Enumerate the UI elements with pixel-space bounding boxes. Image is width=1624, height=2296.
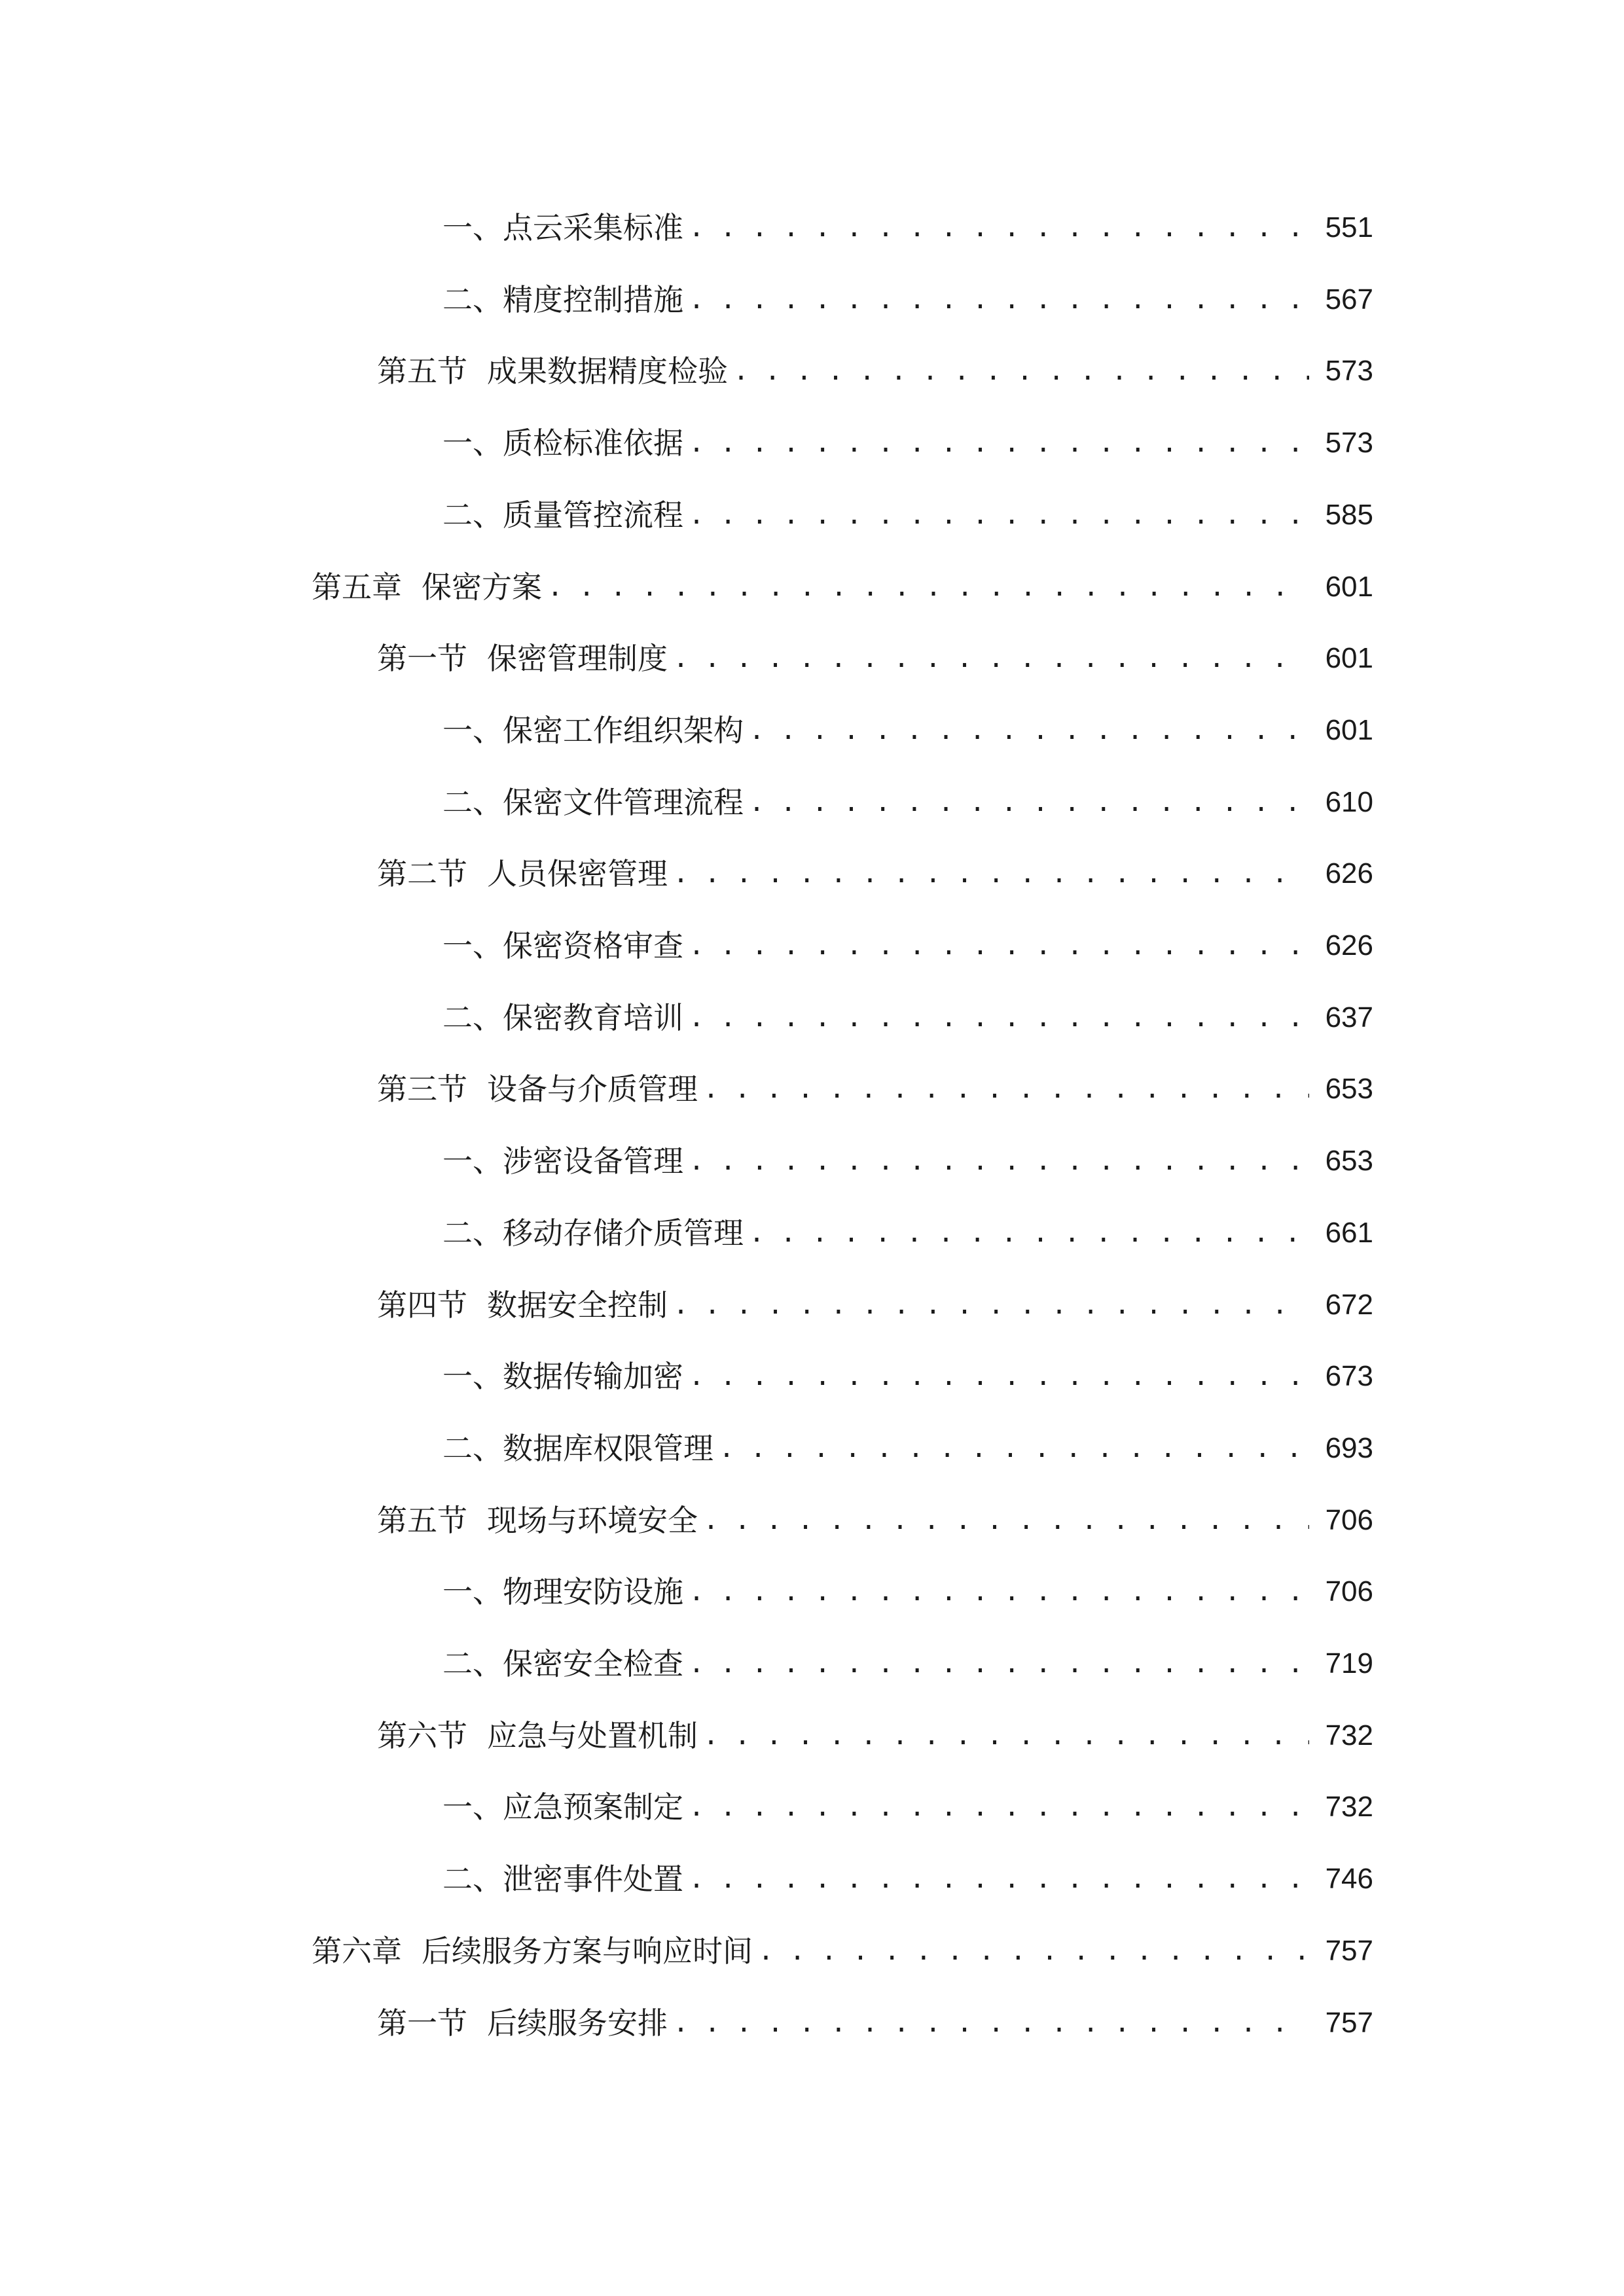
toc-entry[interactable] <box>0 407 1624 479</box>
toc-entry-page-number: 706 <box>1325 1575 1373 1607</box>
toc-entry-title: 保密资格审查 <box>503 928 683 963</box>
toc-entry[interactable] <box>0 479 1624 551</box>
toc-entry-title: 后续服务安排 <box>487 2005 668 2041</box>
toc-entry-page-number: 653 <box>1325 1073 1373 1105</box>
toc-entry-page-number: 551 <box>1325 211 1373 243</box>
toc-entry-page-number: 637 <box>1325 1001 1373 1033</box>
toc-entry-title: 质检标准依据 <box>503 425 683 461</box>
dot-leader <box>703 1700 1309 1772</box>
toc-entry-title: 数据库权限管理 <box>503 1431 713 1466</box>
toc-entry[interactable] <box>0 1987 1624 2059</box>
dot-leader <box>749 694 1309 766</box>
toc-entry-title: 质量管控流程 <box>503 497 683 533</box>
toc-entry-page-number: 746 <box>1325 1863 1373 1895</box>
toc-entry-number: 一、 <box>442 1574 503 1609</box>
toc-entry[interactable] <box>0 335 1624 407</box>
dot-leader <box>689 1771 1309 1843</box>
toc-entry-page-number: 601 <box>1325 571 1373 603</box>
toc-entry[interactable] <box>0 1915 1624 1987</box>
toc-entry[interactable] <box>0 1125 1624 1197</box>
toc-entry-page-number: 653 <box>1325 1145 1373 1177</box>
dot-leader <box>673 622 1309 694</box>
toc-entry-number: 一、 <box>442 425 503 461</box>
toc-entry-number: 二、 <box>442 785 503 820</box>
toc-entry-page-number: 573 <box>1325 355 1373 387</box>
dot-leader <box>689 407 1309 479</box>
toc-entry-title: 保密教育培训 <box>503 1000 683 1035</box>
dot-leader <box>689 1340 1309 1412</box>
toc-entry-title: 后续服务方案与响应时间 <box>422 1933 753 1969</box>
toc-entry[interactable] <box>0 264 1624 336</box>
toc-entry-page-number: 732 <box>1325 1791 1373 1823</box>
toc-entry-title: 保密方案 <box>422 569 542 605</box>
toc-entry[interactable] <box>0 694 1624 766</box>
toc-entry-page-number: 693 <box>1325 1432 1373 1464</box>
toc-entry[interactable] <box>0 622 1624 694</box>
toc-entry[interactable] <box>0 1412 1624 1484</box>
dot-leader <box>758 1915 1309 1987</box>
toc-entry-title: 应急预案制定 <box>503 1789 683 1825</box>
toc-entry-number: 一、 <box>442 713 503 748</box>
toc-entry-number: 一、 <box>442 1143 503 1179</box>
dot-leader <box>547 551 1309 623</box>
toc-entry-number: 第五节 <box>377 1503 467 1538</box>
toc-entry[interactable] <box>0 1700 1624 1772</box>
toc-entry-number: 二、 <box>442 1861 503 1897</box>
dot-leader <box>689 264 1309 336</box>
dot-leader <box>689 982 1309 1054</box>
toc-entry[interactable] <box>0 910 1624 982</box>
toc-entry-title: 成果数据精度检验 <box>487 353 728 389</box>
dot-leader <box>719 1412 1309 1484</box>
toc-entry-page-number: 673 <box>1325 1360 1373 1392</box>
dot-leader <box>703 1053 1309 1125</box>
dot-leader <box>733 335 1309 407</box>
toc-entry-number: 第五节 <box>377 353 467 389</box>
dot-leader <box>689 192 1309 264</box>
toc-entry-number: 第二节 <box>377 856 467 891</box>
dot-leader <box>673 1987 1309 2059</box>
toc-entry[interactable] <box>0 1053 1624 1125</box>
toc-entry-title: 点云采集标准 <box>503 210 683 245</box>
dot-leader <box>689 910 1309 982</box>
toc-entry-page-number: 757 <box>1325 1935 1373 1967</box>
dot-leader <box>749 766 1309 838</box>
toc-entry-page-number: 672 <box>1325 1289 1373 1321</box>
toc-entry-page-number: 732 <box>1325 1719 1373 1751</box>
toc-entry-number: 第四节 <box>377 1287 467 1323</box>
toc-entry-title: 应急与处置机制 <box>487 1718 698 1753</box>
toc-entry-title: 保密管理制度 <box>487 641 668 676</box>
toc-entry-title: 涉密设备管理 <box>503 1143 683 1179</box>
toc-entry-number: 二、 <box>442 1646 503 1681</box>
toc-entry-title: 泄密事件处置 <box>503 1861 683 1897</box>
dot-leader <box>689 479 1309 551</box>
toc-entry-number: 一、 <box>442 210 503 245</box>
toc-entry-title: 物理安防设施 <box>503 1574 683 1609</box>
toc-entry-title: 数据安全控制 <box>487 1287 668 1323</box>
toc-entry-page-number: 610 <box>1325 786 1373 818</box>
dot-leader <box>689 1628 1309 1700</box>
toc-entry-number: 第一节 <box>377 2005 467 2041</box>
toc-entry-title: 保密安全检查 <box>503 1646 683 1681</box>
toc-entry-page-number: 601 <box>1325 642 1373 674</box>
toc-entry[interactable] <box>0 982 1624 1054</box>
toc-entry-number: 二、 <box>442 497 503 533</box>
toc-entry[interactable] <box>0 192 1624 264</box>
toc-entry-page-number: 573 <box>1325 427 1373 459</box>
toc-entry[interactable] <box>0 1771 1624 1843</box>
toc-entry-number: 第三节 <box>377 1071 467 1107</box>
dot-leader <box>689 1843 1309 1915</box>
dot-leader <box>673 1269 1309 1341</box>
toc-entry-page-number: 626 <box>1325 857 1373 889</box>
toc-entry[interactable] <box>0 1484 1624 1556</box>
toc-entry-title: 移动存储介质管理 <box>503 1215 744 1251</box>
toc-entry-number: 二、 <box>442 282 503 317</box>
toc-entry-title: 现场与环境安全 <box>487 1503 698 1538</box>
toc-entry[interactable] <box>0 1197 1624 1269</box>
toc-entry[interactable] <box>0 551 1624 623</box>
dot-leader <box>749 1197 1309 1269</box>
dot-leader <box>703 1484 1309 1556</box>
toc-entry-page-number: 626 <box>1325 929 1373 961</box>
toc-entry-number: 第六章 <box>312 1933 402 1969</box>
toc-entry-number: 二、 <box>442 1215 503 1251</box>
toc-entry-page-number: 601 <box>1325 714 1373 746</box>
toc-entry-page-number: 706 <box>1325 1504 1373 1536</box>
dot-leader <box>689 1125 1309 1197</box>
toc-entry[interactable] <box>0 1556 1624 1628</box>
toc-entry[interactable] <box>0 1843 1624 1915</box>
toc-entry-number: 第一节 <box>377 641 467 676</box>
toc-entry-title: 人员保密管理 <box>487 856 668 891</box>
toc-entry-number: 一、 <box>442 1789 503 1825</box>
toc-entry-title: 精度控制措施 <box>503 282 683 317</box>
dot-leader <box>689 1556 1309 1628</box>
toc-entry-title: 保密工作组织架构 <box>503 713 744 748</box>
toc-entry-page-number: 719 <box>1325 1647 1373 1679</box>
toc-entry-page-number: 567 <box>1325 283 1373 315</box>
toc-entry[interactable] <box>0 838 1624 910</box>
toc-entry-title: 数据传输加密 <box>503 1359 683 1394</box>
toc-entry-page-number: 585 <box>1325 499 1373 531</box>
toc-entry-number: 二、 <box>442 1000 503 1035</box>
toc-entry[interactable] <box>0 1628 1624 1700</box>
toc-entry-page-number: 757 <box>1325 2007 1373 2039</box>
toc-entry[interactable] <box>0 1269 1624 1341</box>
toc-entry-number: 第六节 <box>377 1718 467 1753</box>
toc-entry-title: 设备与介质管理 <box>487 1071 698 1107</box>
toc-entry-title: 保密文件管理流程 <box>503 785 744 820</box>
dot-leader <box>673 838 1309 910</box>
toc-entry-page-number: 661 <box>1325 1217 1373 1249</box>
toc-entry[interactable] <box>0 766 1624 838</box>
toc-entry-number: 二、 <box>442 1431 503 1466</box>
toc-entry[interactable] <box>0 1340 1624 1412</box>
toc-entry-number: 一、 <box>442 928 503 963</box>
toc-entry-number: 一、 <box>442 1359 503 1394</box>
toc-entry-number: 第五章 <box>312 569 402 605</box>
